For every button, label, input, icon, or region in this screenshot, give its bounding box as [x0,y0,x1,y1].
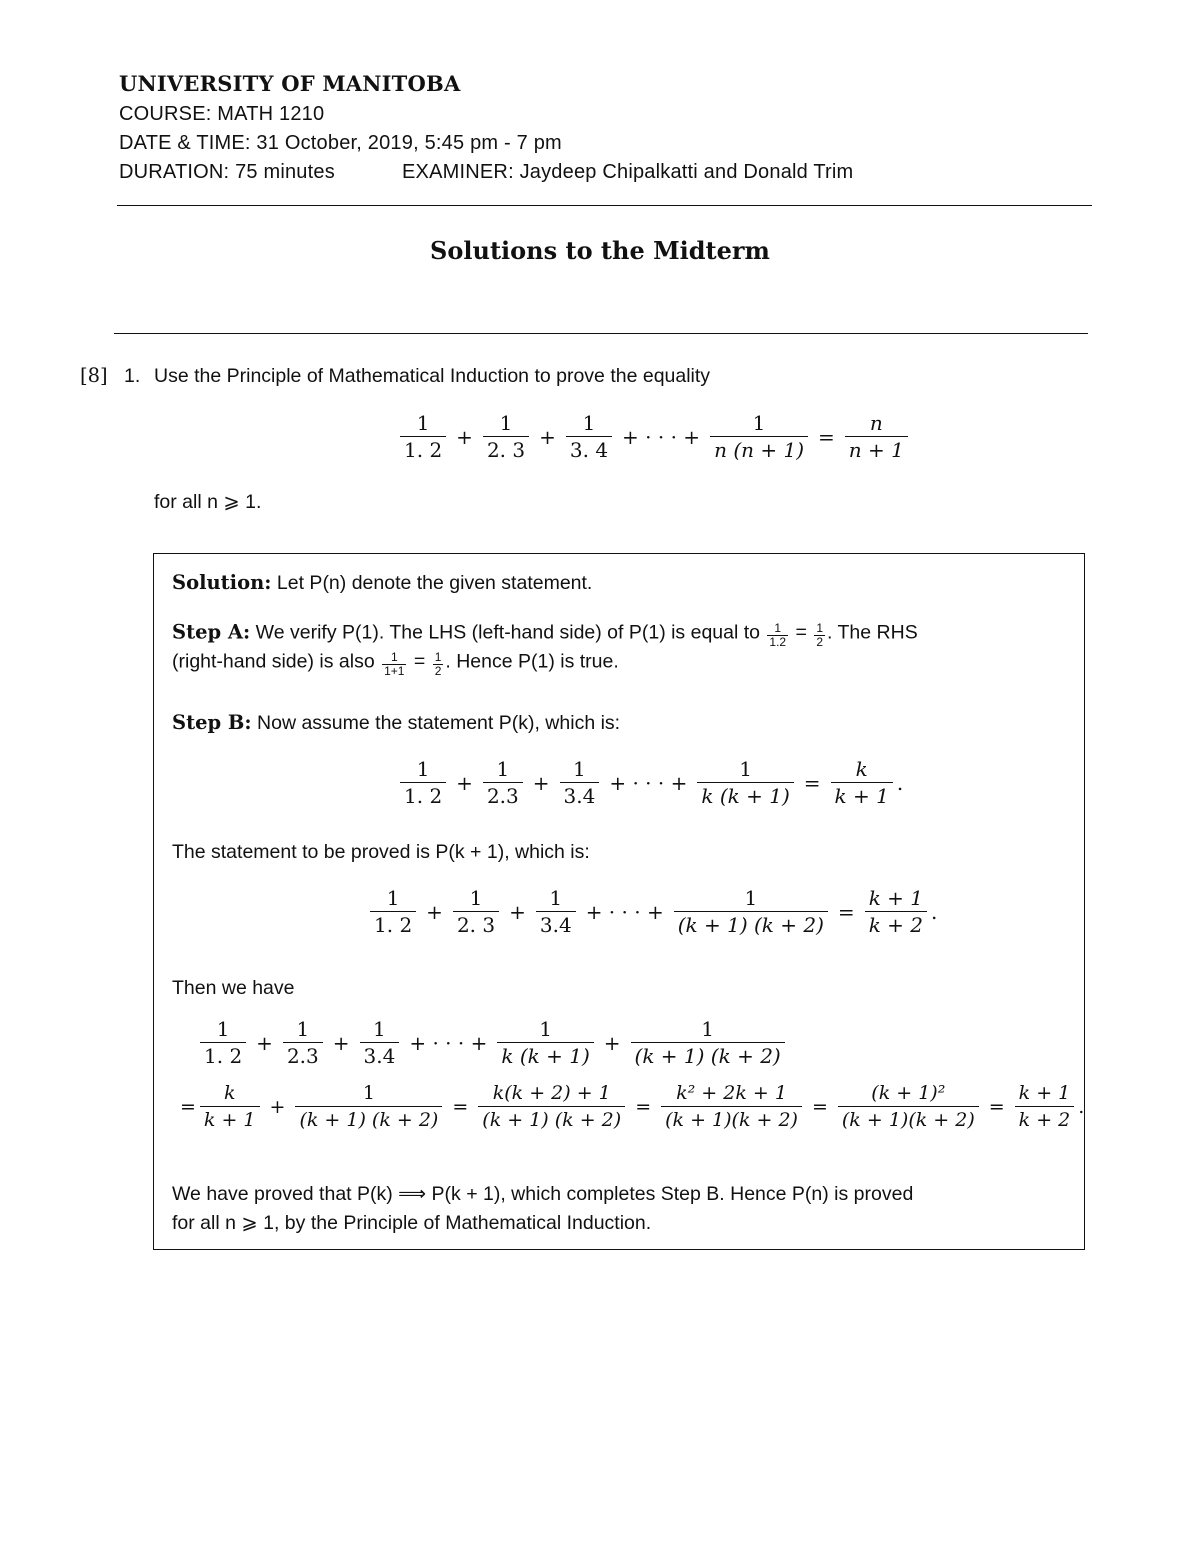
question-number: 1. [124,365,141,387]
header-rule [117,205,1092,206]
page-title: Solutions to the Midterm [430,236,770,265]
university-name: UNIVERSITY OF MANITOBA [119,71,461,96]
pk-equation: $\frac{1}{1. 2}$ + $\frac{1}{2.3}$ + $\frac{1}{3.4}$ + · · · + $\frac{1}{k (k + 1)}$ = $\frac{k}{k + 1}$ . [396,756,903,809]
question-equation: $\frac{1}{1. 2}$ + $\frac{1}{2. 3}$ + $\frac{1}{3. 4}$ + · · · + $\frac{1}{n (n + 1)}$ = $\frac{n}{n + 1}$ [396,410,912,463]
then-line: Then we have [172,977,295,999]
to-be-proved-line: The statement to be proved is P(k + 1), which is: [172,841,590,863]
conclusion-line-2: for all n ⩾ 1, by the Principle of Mathematical Induction. [172,1212,652,1234]
fraction-1-23: $\frac{1}{2. 3}$ [483,410,529,463]
fraction-n-n1: $\frac{n}{n + 1}$ [845,410,908,463]
fraction-1-34: $\frac{1}{3. 4}$ [566,410,612,463]
date-time-line: DATE & TIME: 31 October, 2019, 5:45 pm - 7 pm [119,132,562,154]
derivation-line-2: = $\frac{k}{k + 1}$ + $\frac{1}{(k + 1) (k + 2)}$ = $\frac{k(k + 2) + 1}{(k + 1) (k + 2)}$ = $\frac{\text{k² + 2k + 1}}{(k + 1)(k + 2)}$ = $\frac{\text{(k + 1)²}}{(k + 1)(k + 2)}$ = $\frac{k + 1}{k + 2}$ . [180,1082,1085,1131]
question-marks: [8] [80,364,108,387]
question-condition: for all n ⩾ 1. [154,491,262,513]
course-line: COURSE: MATH 1210 [119,103,325,125]
step-b-line: Step B: Now assume the statement P(k), which is: [172,711,621,734]
derivation-line-1: $\frac{1}{1. 2}$ + $\frac{1}{2.3}$ + $\frac{1}{3.4}$ + · · · + $\frac{1}{k (k + 1)}$ + $\frac{1}{(k + 1) (k + 2)}$ [196,1016,789,1069]
step-a-line-2: (right-hand side) is also $\frac{1}{1+1}$ = $\frac{1}{2}$ . Hence P(1) is true. [172,650,619,678]
duration-line: DURATION: 75 minutes [119,161,335,183]
pk1-equation: $\frac{1}{1. 2}$ + $\frac{1}{2. 3}$ + $\frac{1}{3.4}$ + · · · + $\frac{1}{(k + 1) (k + 2)}$ = $\frac{k + 1}{k + 2}$ . [366,885,937,938]
fraction-1-12: $\frac{1}{1. 2}$ [400,410,446,463]
fraction-1-nn1: $\frac{1}{n (n + 1)}$ [710,410,808,463]
step-a-line-1: Step A: We verify P(1). The LHS (left-hand side) of P(1) is equal to $\frac{1}{1.2}$ = $\frac{1}{2}$ . The RHS [172,620,918,649]
examiner-line: EXAMINER: Jaydeep Chipalkatti and Donald Trim [402,161,854,183]
title-rule [114,333,1088,334]
conclusion-line-1: We have proved that P(k) ⟹ P(k + 1), which completes Step B. Hence P(n) is proved [172,1183,914,1205]
question-prompt: Use the Principle of Mathematical Induction to prove the equality [154,365,711,387]
solution-intro: Solution: Let P(n) denote the given statement. [172,571,593,594]
